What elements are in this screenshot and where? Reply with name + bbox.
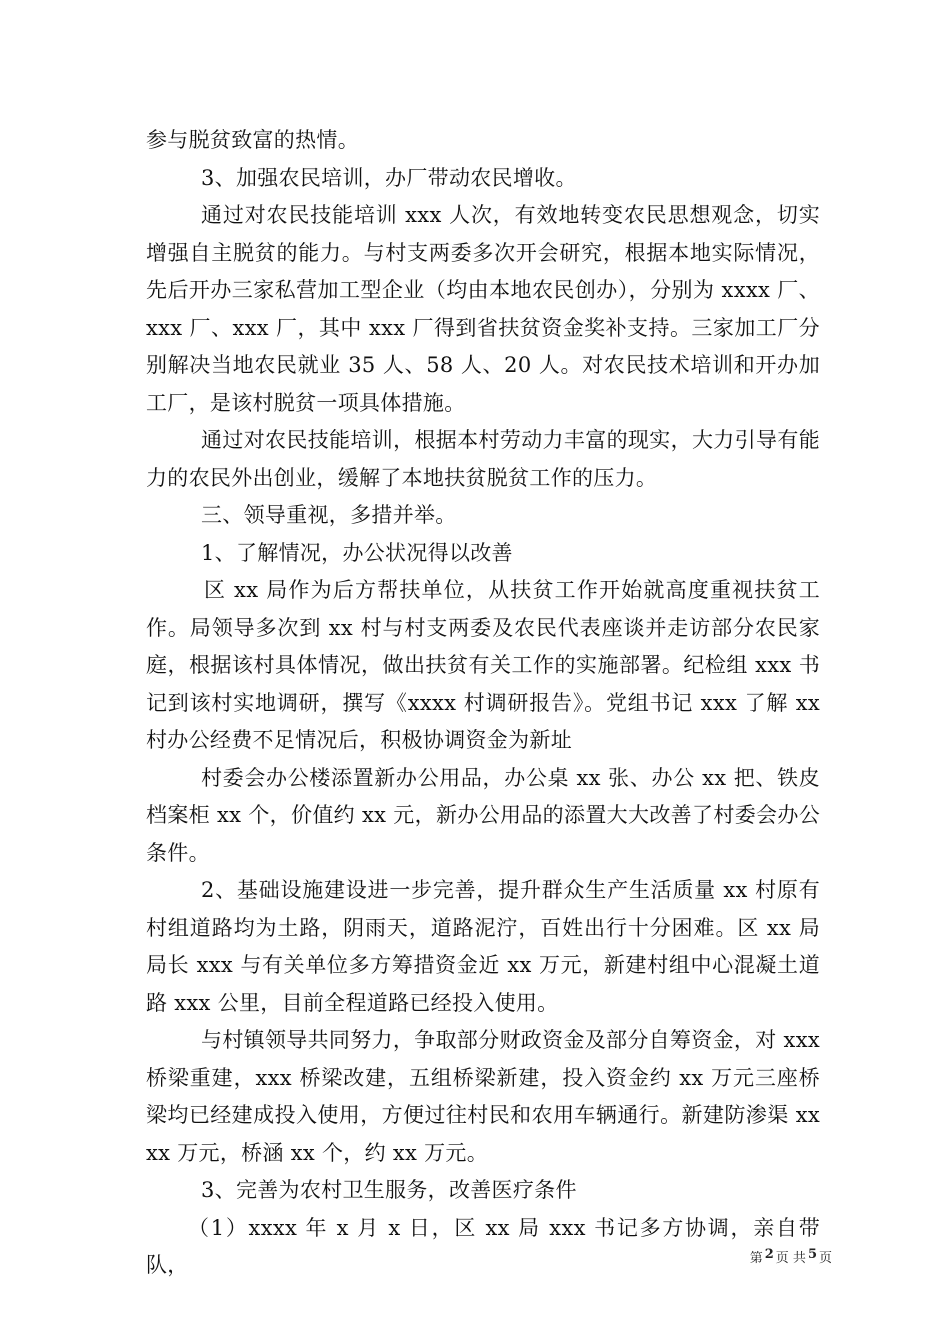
subheading-1: 1、了解情况，办公状况得以改善 [201,540,513,565]
subheading-3: 3、完善为农村卫生服务，改善医疗条件 [201,1178,577,1202]
paragraph-10: 与村镇领导共同努力，争取部分财政资金及部分自筹资金，对 xxx 桥梁重建，xxx 桥梁改建，五组桥梁新建，投入资金约 xx 万元三座桥梁均已经建成投入使用，方便过往村民和农用车辆通行。新建防渗渠 xxxx 万元，桥涵 xx 个，约 xx 万元。 [146,1028,820,1165]
paragraph-2: 3、加强农民培训，办厂带动农民增收。 [201,165,577,190]
paragraph-12: （1）xxxx 年 x 月 x 日，区 xx 局 xxx 书记多方协调，亲自带队， [146,1215,820,1277]
footer-total-pages: 5 [807,1247,817,1262]
paragraph-3: 通过对农民技能培训 xxx 人次，有效地转变农民思想观念，切实增强自主脱贫的能力。与村支两委多次开会研究，根据本地实际情况，先后开办三家私营加工型企业（均由本地农民创办），分别为 xxxx 厂、xxx 厂、xxx 厂，其中 xxx 厂得到省扶贫资金奖补支持。三家加工厂分别解决当地农民就业 35 人、58 人、20 人。对农民技术培训和开办加工厂，是该村脱贫一项具体措施。 [146,203,820,415]
page-footer [750,1247,832,1266]
footer-prefix: 第 [749,1251,763,1266]
footer-middle: 页 共 [775,1251,806,1266]
paragraph-7: 区 xx 局作为后方帮扶单位，从扶贫工作开始就高度重视扶贫工作。局领导多次到 xx 村与村支两委及农民代表座谈并走访部分农民家庭，根据该村具体情况，做出扶贫有关工作的实施部署。纪检组 xxx 书记到该村实地调研，撰写《xxxx 村调研报告》。党组书记 xxx 了解 xx 村办公经费不足情况后，积极协调资金为新址 [146,578,820,752]
footer-suffix: 页 [818,1251,832,1266]
section-heading-3: 三、领导重视，多措并举。 [201,503,457,527]
paragraph-4: 通过对农民技能培训，根据本村劳动力丰富的现实，大力引导有能力的农民外出创业，缓解了本地扶贫脱贫工作的压力。 [146,428,820,490]
paragraph-8: 村委会办公楼添置新办公用品，办公桌 xx 张、办公 xx 把、铁皮档案柜 xx 个，价值约 xx 元，新办公用品的添置大大改善了村委会办公条件。 [146,765,820,865]
footer-current-page: 2 [764,1247,774,1262]
paragraph-9: 2、基础设施建设进一步完善，提升群众生产生活质量 xx 村原有村组道路均为土路，阴雨天，道路泥泞，百姓出行十分困难。区 xx 局局长 xxx 与有关单位多方筹措资金近 xx 万元，新建村组中心混凝土道路 xxx 公里，目前全程道路已经投入使用。 [146,878,820,1015]
document-body [146,122,820,1285]
paragraph-1: 参与脱贫致富的热情。 [146,128,359,152]
